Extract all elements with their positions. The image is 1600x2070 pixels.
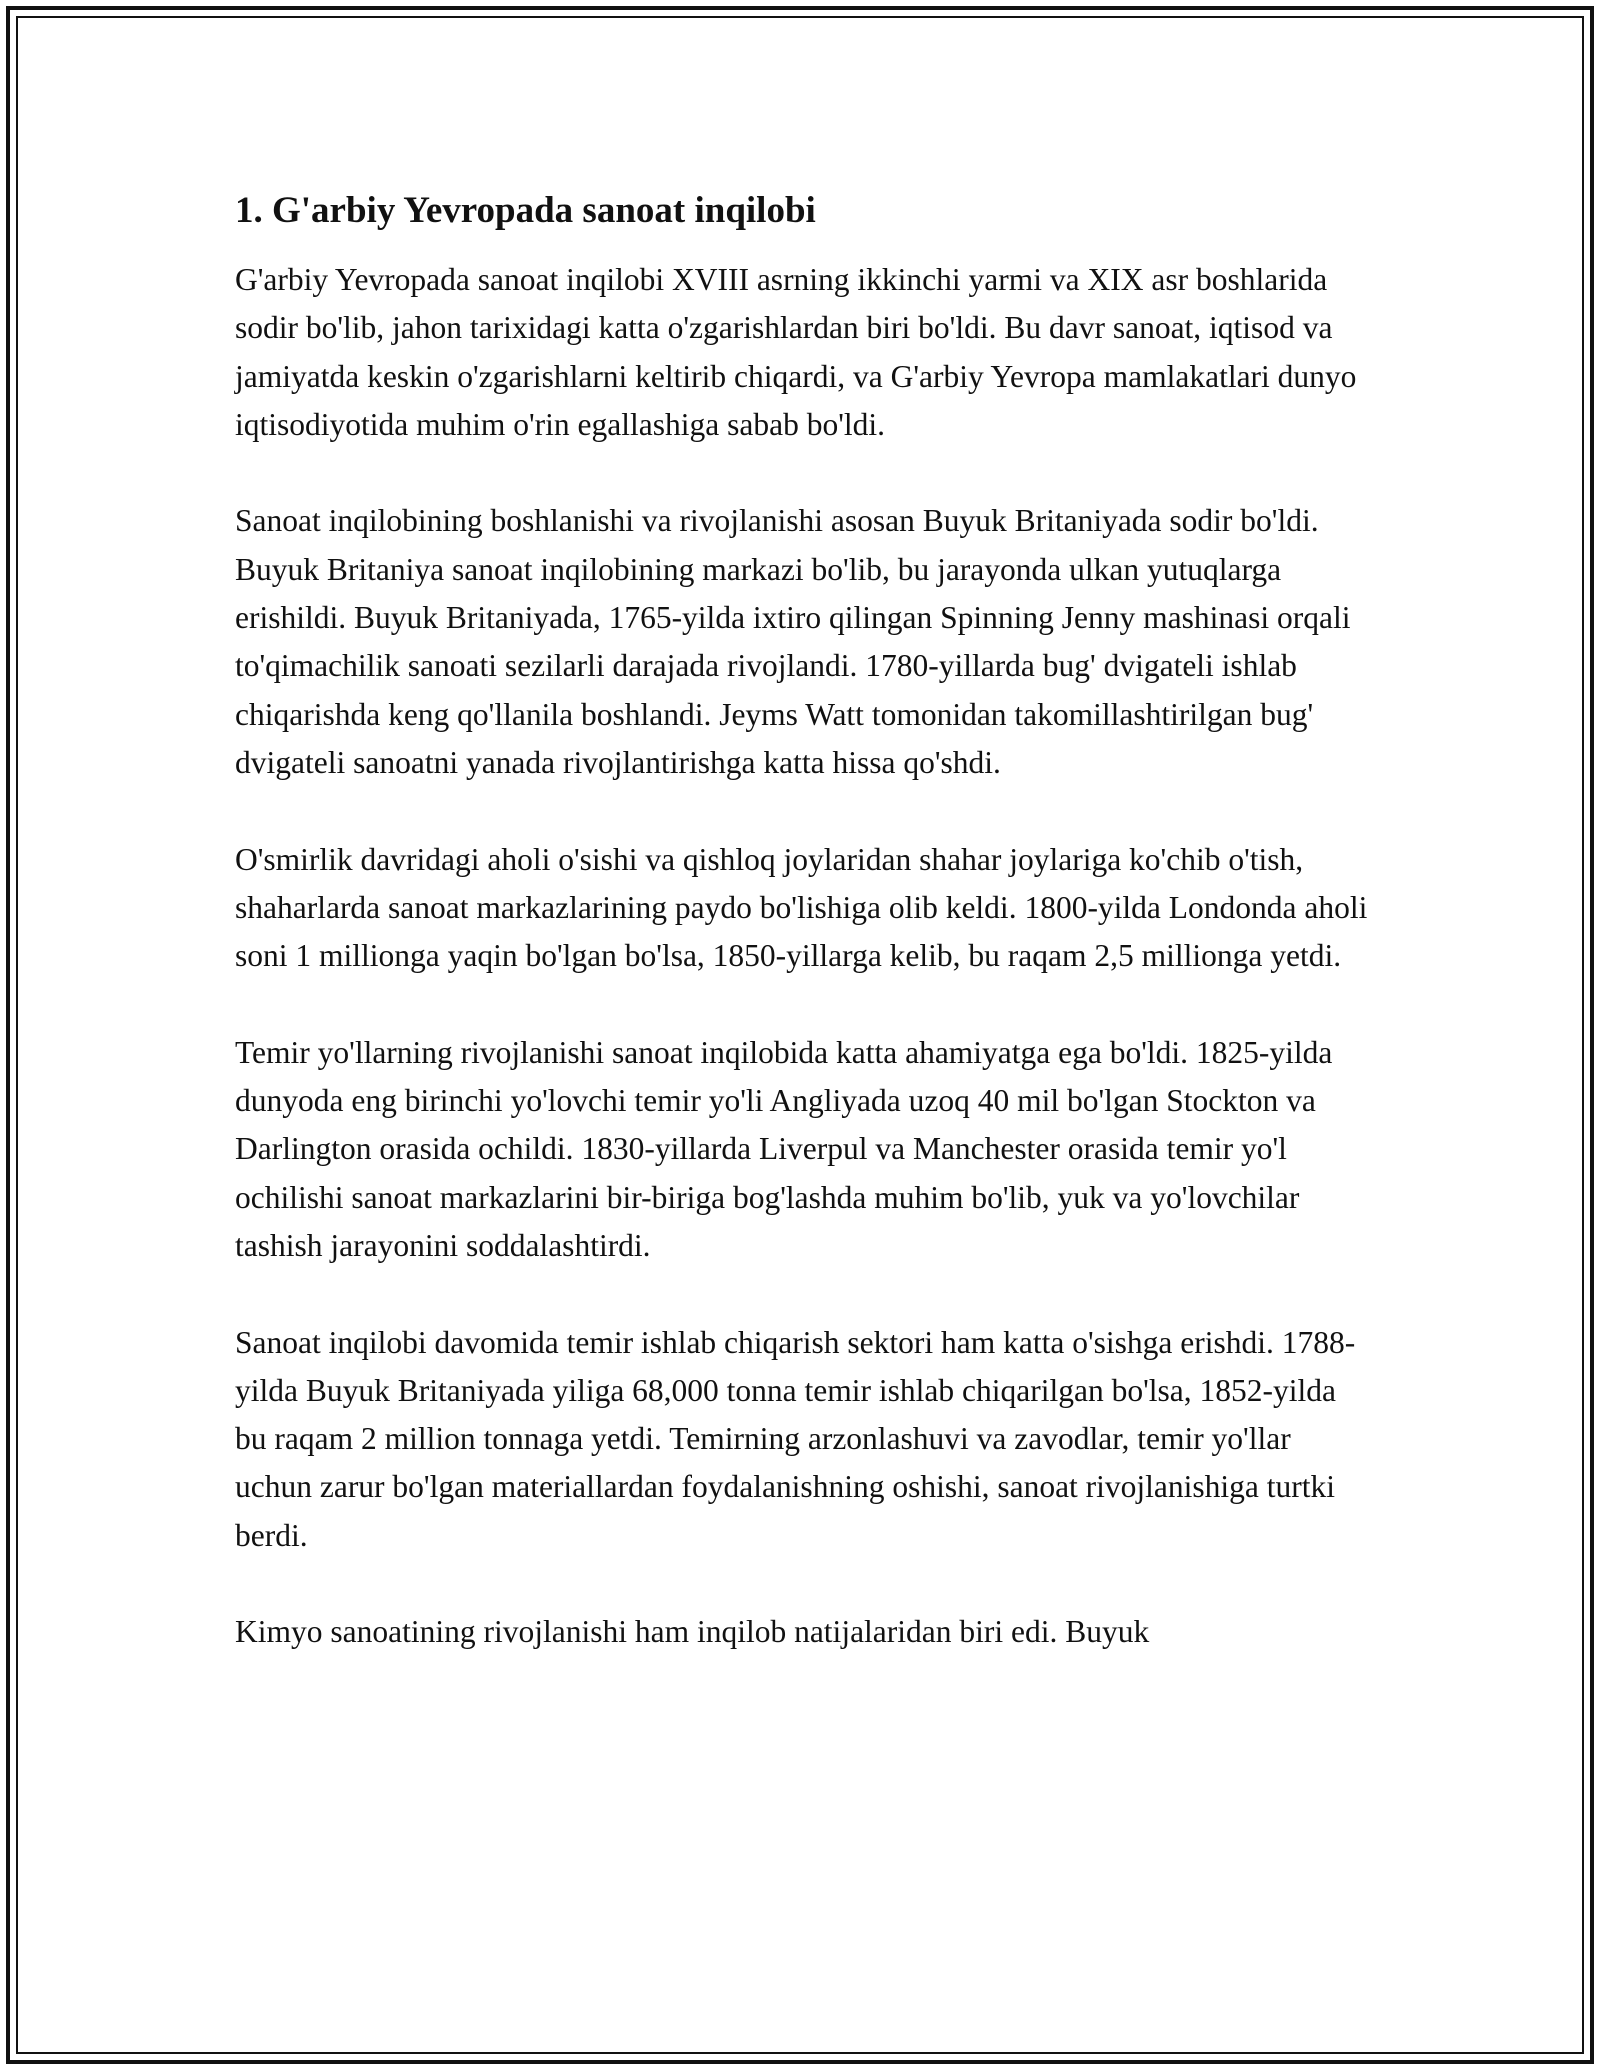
paragraph-3: O'smirlik davridagi aholi o'sishi va qishloq joylaridan shahar joylariga ko'chib o'tish, shaharlarda sanoat markazlarining paydo bo'lishiga olib keldi. 1800-yilda Londonda aholi soni 1 millionga yaqin bo'lgan bo'lsa, 1850-yillarga kelib, bu raqam 2,5 millionga yetdi. <box>235 841 1368 974</box>
paragraph-4: Temir yo'llarning rivojlanishi sanoat inqilobida katta ahamiyatga ega bo'ldi. 1825-yilda dunyoda eng birinchi yo'lovchi temir yo'li Angliyada uzoq 40 mil bo'lgan Stockton va Darlington orasida ochildi. 1830-yillarda Liverpul va Manchester orasida temir yo'l ochilishi sanoat markazlarini bir-biriga bog'lashda muhim bo'lib, yuk va yo'lovchilar tashish jarayonini soddalashtirdi. <box>235 1034 1333 1263</box>
paragraph-2: Sanoat inqilobining boshlanishi va rivojlanishi asosan Buyuk Britaniyada sodir bo'ldi. Buyuk Britaniya sanoat inqilobining markazi bo'lib, bu jarayonda ulkan yutuqlarga erishildi. Buyuk Britaniyada, 1765-yilda ixtiro qilingan Spinning Jenny mashinasi orqali to'qimachilik sanoati sezilarli darajada rivojlandi. 1780-yillarda bug' dvigateli ishlab chiqarishda keng qo'llanila boshlandi. Jeyms Watt tomonidan takomillashtirilgan bug' dvigateli sanoatni yanada rivojlantirishga katta hissa qo'shdi. <box>235 503 1351 780</box>
paragraph-6: Kimyo sanoatining rivojlanishi ham inqilob natijalaridan biri edi. Buyuk <box>235 1614 1150 1650</box>
document-body <box>235 186 1375 1705</box>
section-heading: 1. G'arbiy Yevropada sanoat inqilobi <box>235 190 816 231</box>
paragraph-5: Sanoat inqilobi davomida temir ishlab chiqarish sektori ham katta o'sishga erishdi. 1788-yilda Buyuk Britaniyada yiliga 68,000 tonna temir ishlab chiqarilgan bo'lsa, 1852-yilda bu raqam 2 million tonnaga yetdi. Temirning arzonlashuvi va zavodlar, temir yo'llar uchun zarur bo'lgan materiallardan foydalanishning oshishi, sanoat rivojlanishiga turtki berdi. <box>235 1324 1356 1553</box>
paragraph-1: G'arbiy Yevropada sanoat inqilobi XVIII asrning ikkinchi yarmi va XIX asr boshlarida sodir bo'lib, jahon tarixidagi katta o'zgarishlardan biri bo'ldi. Bu davr sanoat, iqtisod va jamiyatda keskin o'zgarishlarni keltirib chiqardi, va G'arbiy Yevropa mamlakatlari dunyo iqtisodiyotida muhim o'rin egallashiga sabab bo'ldi. <box>235 262 1357 442</box>
